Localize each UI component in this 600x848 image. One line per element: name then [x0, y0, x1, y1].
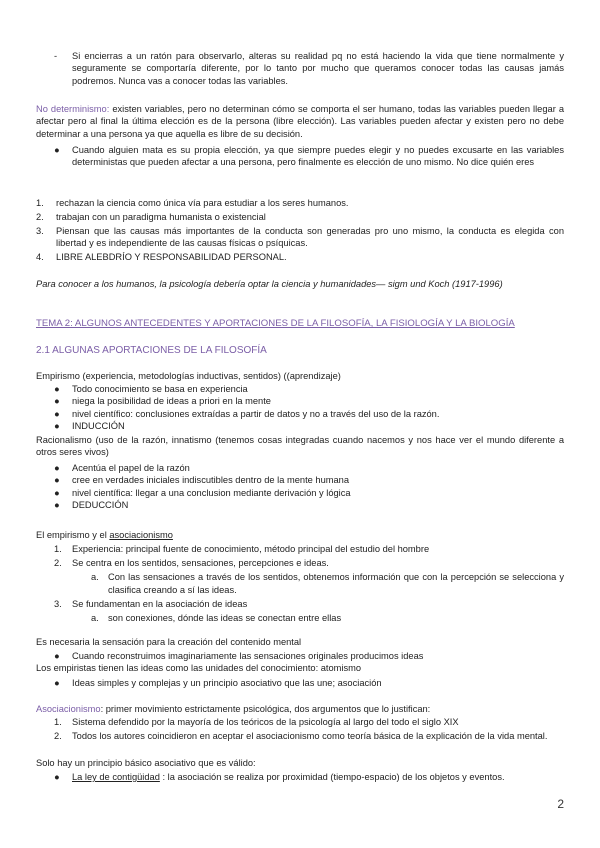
sensacion-line: Es necesaria la sensación para la creación del contenido mental [36, 637, 302, 647]
list-text: rechazan la ciencia como única vía para estudiar a los seres humanos. [56, 198, 349, 208]
empirismo-bullets [36, 383, 564, 433]
no-determinismo-paragraph [36, 103, 564, 140]
list-item [36, 612, 564, 624]
list-text: nivel científico: conclusiones extraídas a partir de datos y no a través del uso de la razón. [72, 408, 440, 419]
sensacion-bullet [36, 650, 564, 662]
list-item [36, 543, 564, 555]
list-item [36, 474, 564, 486]
list-item [36, 716, 564, 728]
list-text: Ideas simples y complejas y un principio asociativo que las une; asociación [72, 678, 382, 688]
list-text: INDUCCIÓN [72, 421, 125, 432]
bullet-icon: ● [54, 408, 60, 419]
list-text: nivel científica: llegar a una conclusion mediante derivación y lógica [72, 487, 351, 498]
list-item [36, 420, 564, 432]
list-text: Piensan que las causas más importantes de la conducta son generadas pro uno mismo, la conducta es elegida con libertad y es independiente de las causas físicas o psíquicas. [56, 225, 564, 249]
list-number: 1. [36, 198, 44, 208]
list-number: 3. [36, 225, 44, 236]
koch-quote: Para conocer a los humanos, la psicología debería optar la ciencia y humanidades— sigm und Koch (1917-1996) [36, 279, 503, 289]
list-item [36, 487, 564, 499]
list-text: Se fundamentan en la asociación de ideas [72, 598, 248, 609]
ley-contiguidad-label: La ley de contigüidad [72, 772, 160, 782]
asociacionismo-list [36, 716, 564, 742]
bullet-icon: ● [54, 678, 60, 688]
asociacionismo-text: : primer movimiento estrictamente psicológica, dos argumentos que lo justifican: [100, 704, 431, 714]
list-text: Se centra en los sentidos, sensaciones, percepciones e ideas. [72, 557, 329, 568]
list-text: Acentúa el papel de la razón [72, 463, 190, 473]
bullet-icon: ● [54, 772, 60, 782]
list-number: 3. [54, 598, 62, 609]
racionalismo-title: Racionalismo (uso de la razón, innatismo (tenemos cosas integradas cuando nacemos y nos hace ver el mundo diferente a otros seres vivos) [36, 435, 564, 458]
title-underlined: asociacionismo [109, 530, 173, 540]
intro-dash-text: Si encierras a un ratón para observarlo, alteras su realidad pq no está haciendo la vida que tiene normalmente y seguramente se comportaría diferente, por lo tanto por mucho que queramos conocer todas las causas jamás podremos. Nunca vas a conocer todas las variables. [72, 51, 564, 86]
list-item [36, 408, 564, 420]
page-number: 2 [557, 797, 564, 811]
dash-marker: - [54, 51, 58, 61]
list-text: cree en verdades iniciales indiscutibles dentro de la mente humana [72, 475, 350, 486]
bullet-icon: ● [54, 396, 60, 407]
list-text: Cuando reconstruimos imaginariamente las sensaciones originales producimos ideas [72, 651, 424, 661]
intro-dash-item [36, 50, 564, 87]
bullet-icon: ● [54, 475, 60, 486]
list-number: 4. [36, 252, 44, 263]
empiristas-line: Los empiristas tienen las ideas como las unidades del conocimiento: atomismo [36, 663, 362, 673]
title-prefix: El empirismo y el [36, 530, 110, 540]
tema-heading: TEMA 2: ALGUNOS ANTECEDENTES Y APORTACIONES DE LA FILOSOFÍA, LA FISIOLOGÍA Y LA BIOLOGÍA [36, 318, 515, 329]
list-text: Todos los autores coincidieron en aceptar el asociacionismo como teoría básica de la explicación de la vida mental. [72, 730, 548, 741]
list-item [36, 197, 564, 209]
list-number: 2. [54, 730, 62, 741]
ley-contiguidad-text: : la asociación se realiza por proximidad (tiempo-espacio) de los objetos y eventos. [159, 772, 505, 782]
list-item [36, 211, 564, 223]
list-item [36, 462, 564, 474]
list-item [36, 251, 564, 263]
asociacionismo-paragraph [36, 703, 564, 715]
bullet-icon: ● [54, 500, 60, 511]
list-text: Con las sensaciones a través de los sentidos, obtenemos información que con la percepción se selecciona y clasifica creando a sí las ideas. [108, 572, 564, 595]
no-determinismo-bullet-text: Cuando alguien mata es su propia elección, ya que siempre puedes elegir y no puedes excusarte en las variables deterministas que pueden afectar a una persona, pero finalmente es elección de uno mismo. No dice quién eres [72, 145, 564, 168]
bullet-icon: ● [54, 463, 60, 473]
racionalismo-bullets [36, 462, 564, 512]
list-item [36, 383, 564, 395]
list-number: 2. [54, 557, 62, 568]
asociacionismo-label: Asociacionismo [36, 704, 101, 714]
list-text: DEDUCCIÓN [72, 500, 129, 511]
list-text: son conexiones, dónde las ideas se conectan entre ellas [108, 612, 342, 623]
empirismo-asoc-list [36, 543, 564, 624]
list-text: Sistema defendido por la mayoría de los teóricos de la psicología al largo del todo el siglo XIX [72, 717, 459, 727]
principle-bullet-text [72, 771, 564, 783]
bullet-icon: ● [54, 384, 60, 394]
list-item [36, 557, 564, 569]
list-item [36, 730, 564, 742]
list-item [36, 598, 564, 610]
list-number: 1. [54, 717, 62, 727]
no-determinismo-bullet [36, 144, 564, 169]
list-text: trabajan con un paradigma humanista o existencial [56, 211, 266, 222]
bullet-icon: ● [54, 487, 60, 498]
list-text: Experiencia: principal fuente de conocimiento, método principal del estudio del hombre [72, 544, 430, 554]
empiristas-bullet [36, 677, 564, 689]
bullet-icon: ● [54, 145, 60, 155]
bullet-icon: ● [54, 421, 60, 432]
list-item [36, 571, 564, 596]
list-number: 1. [54, 544, 62, 554]
list-item [36, 395, 564, 407]
list-text: Todo conocimiento se basa en experiencia [72, 384, 248, 394]
principle-line: Solo hay un principio básico asociativo que es válido: [36, 758, 256, 768]
list-text: niega la posibilidad de ideas a priori en la mente [72, 396, 271, 407]
no-determinismo-text: existen variables, pero no determinan cómo se comporta el ser humano, todas las variables pueden llegar a afectar pero al final la última elección es de la persona (libre elección). Las variables pueden afectar y existen pero no debe determinar a una persona ya que aquella es libre de su decisión. [36, 104, 564, 139]
no-determinismo-label: No determinismo: [36, 104, 110, 114]
list-item [36, 225, 564, 250]
list-letter: a. [91, 572, 99, 583]
list-number: 2. [36, 211, 44, 222]
principle-bullet [36, 771, 564, 783]
list-letter: a. [91, 612, 99, 623]
empirismo-title: Empirismo (experiencia, metodologías inductivas, sentidos) ((aprendizaje) [36, 371, 341, 381]
numbered-list [36, 197, 564, 264]
list-item [36, 499, 564, 511]
list-text: LIBRE ALEBDRÍO Y RESPONSABILIDAD PERSONAL. [56, 252, 287, 263]
bullet-icon: ● [54, 651, 60, 661]
section-heading: 2.1 ALGUNAS APORTACIONES DE LA FILOSOFÍA [36, 345, 267, 356]
empirismo-asoc-title [36, 529, 564, 541]
